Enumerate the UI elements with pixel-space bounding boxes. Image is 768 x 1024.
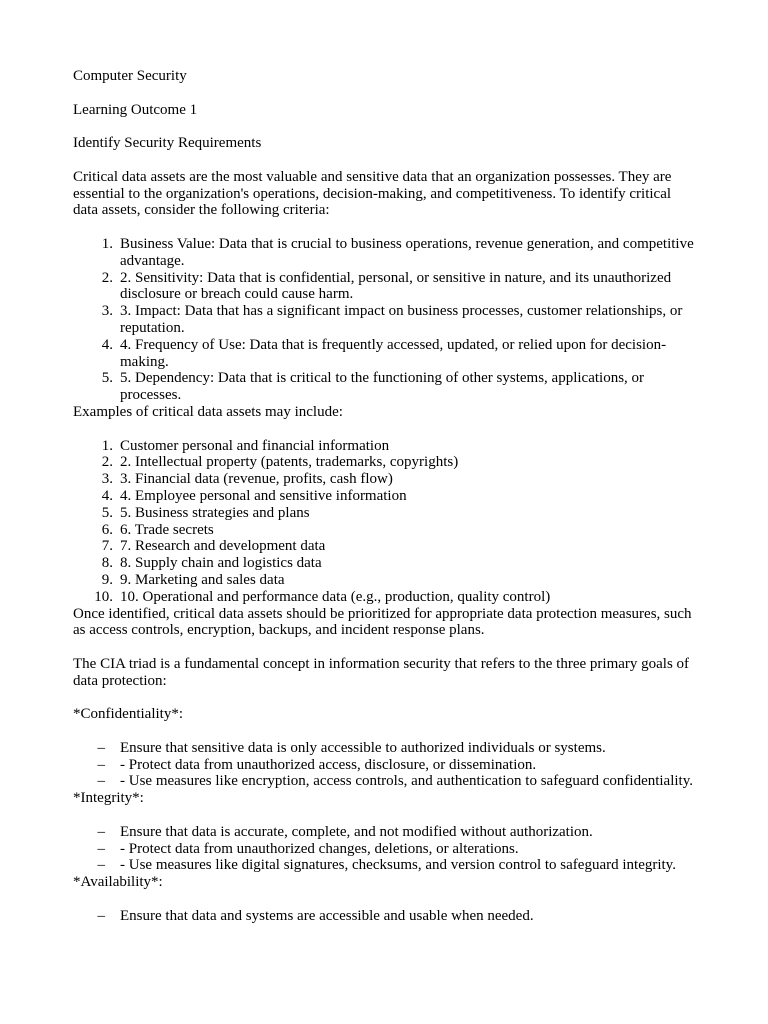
confidentiality-heading: *Confidentiality*: xyxy=(73,706,183,723)
cia-intro: The CIA triad is a fundamental concept in information security that refers to the three primary goals of data protection: xyxy=(73,655,690,689)
intro-paragraph: Critical data assets are the most valuable and sensitive data that an organization possesses. They are essential to the organization's operations, decision-making, and competitiveness. To identify critical data assets, consider the following criteria: xyxy=(73,168,672,219)
examples-list xyxy=(73,438,698,606)
list-item: 5. 5. Business strategies and plans xyxy=(101,504,310,521)
list-item: – - Protect data from unauthorized access, disclosure, or dissemination. xyxy=(97,756,537,773)
list-item: 4. 4. Employee personal and sensitive information xyxy=(101,487,407,504)
list-item: 9. 9. Marketing and sales data xyxy=(101,571,285,588)
criteria-list xyxy=(73,236,698,404)
prioritize-paragraph: Once identified, critical data assets should be prioritized for appropriate data protection measures, such as access controls, encryption, backups, and incident response plans. xyxy=(73,605,692,639)
list-item: 4. 4. Frequency of Use: Data that is frequently accessed, updated, or relied upon for decision-making. xyxy=(101,336,667,370)
list-item: 5. 5. Dependency: Data that is critical to the functioning of other systems, applications, or processes. xyxy=(101,370,645,404)
list-item: 2. 2. Intellectual property (patents, trademarks, copyrights) xyxy=(101,454,459,471)
list-item: – Ensure that sensitive data is only accessible to authorized individuals or systems. xyxy=(97,739,606,756)
integrity-heading: *Integrity*: xyxy=(73,790,144,807)
availability-list xyxy=(73,908,698,925)
list-item: 2. 2. Sensitivity: Data that is confidential, personal, or sensitive in nature, and its unauthorized disclosure or breach could cause harm. xyxy=(101,269,672,303)
list-item: 3. 3. Financial data (revenue, profits, cash flow) xyxy=(101,471,393,488)
integrity-list xyxy=(73,824,698,874)
learning-outcome: Learning Outcome 1 xyxy=(73,101,198,118)
list-item: – Ensure that data and systems are accessible and usable when needed. xyxy=(97,907,534,924)
section-heading: Identify Security Requirements xyxy=(73,135,262,152)
list-item: 6. 6. Trade secrets xyxy=(101,521,214,538)
list-item: – - Protect data from unauthorized changes, deletions, or alterations. xyxy=(97,840,519,857)
availability-heading: *Availability*: xyxy=(73,874,163,891)
document-title: Computer Security xyxy=(73,68,187,84)
confidentiality-list xyxy=(73,740,698,790)
list-item: 3. 3. Impact: Data that has a significant impact on business processes, customer relationships, or reputation. xyxy=(101,303,683,336)
list-item: 8. 8. Supply chain and logistics data xyxy=(101,555,322,572)
list-item: 7. 7. Research and development data xyxy=(101,538,326,555)
examples-intro: Examples of critical data assets may include: xyxy=(73,403,343,420)
document-page xyxy=(73,68,698,925)
list-item: 1. Business Value: Data that is crucial to business operations, revenue generation, and competitive advantage. xyxy=(101,235,694,269)
list-item: – - Use measures like digital signatures, checksums, and version control to safeguard integrity. xyxy=(97,857,676,874)
list-item: 10. 10. Operational and performance data (e.g., production, quality control) xyxy=(94,588,551,605)
list-item: – - Use measures like encryption, access controls, and authentication to safeguard confidentiality. xyxy=(97,773,693,790)
list-item: – Ensure that data is accurate, complete, and not modified without authorization. xyxy=(97,823,593,840)
list-item: 1. Customer personal and financial information xyxy=(101,437,390,454)
